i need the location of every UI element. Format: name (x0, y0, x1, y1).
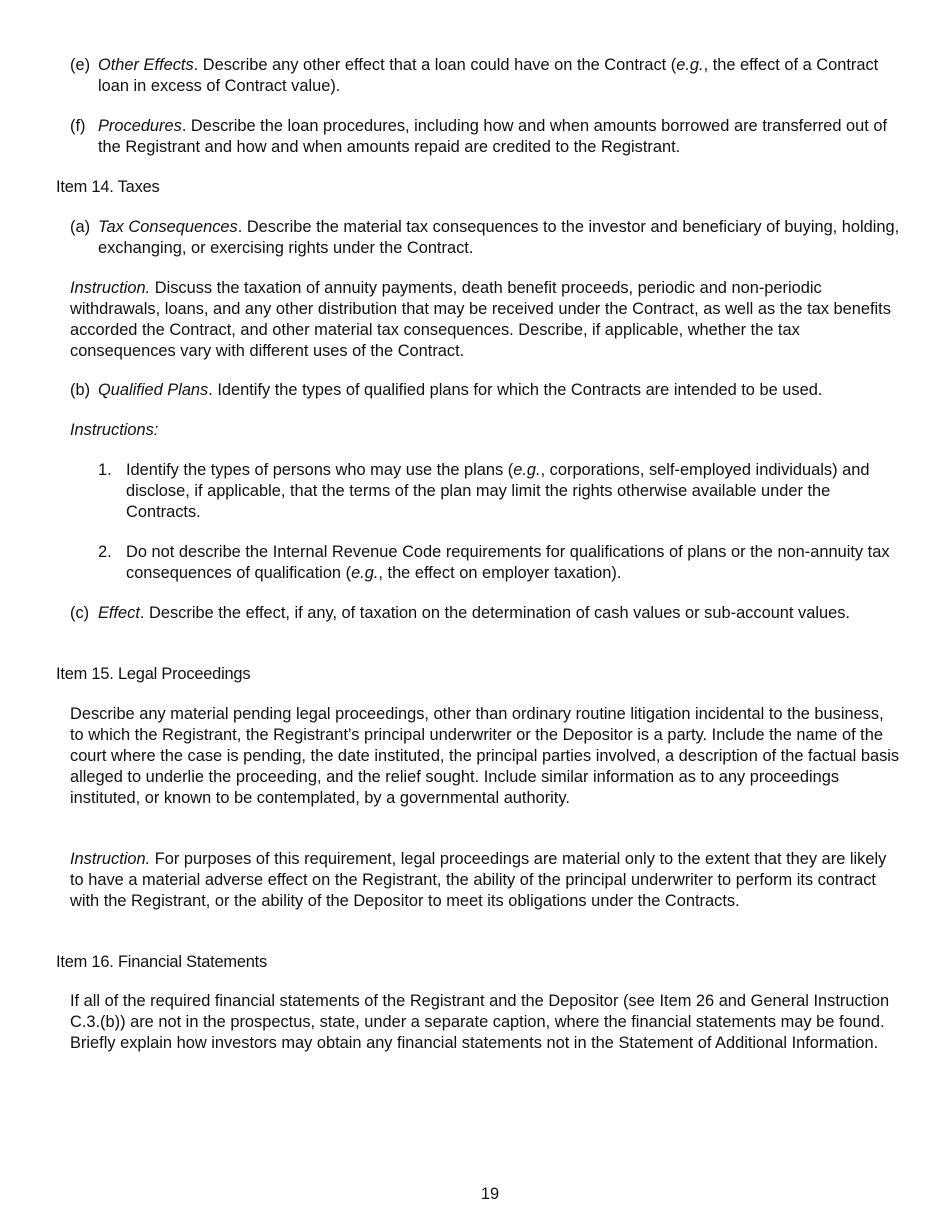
item-title: Qualified Plans (98, 381, 209, 399)
item-15-heading: Item 15. Legal Proceedings (56, 665, 251, 683)
list-item-text: Identify the types of persons who may use the plans (e.g., corporations, self-employed individuals) and disclose, if applicable, that the terms of the plan may limit the rights otherwise available under the Contracts. (126, 461, 870, 521)
list-item-number: 2. (98, 543, 112, 561)
item-15-instruction: Instruction. For purposes of this requirement, legal proceedings are material only to the extent that they are likely to have a material adverse effect on the Registrant, the ability of the principal underwriter to perform its contract with the Registrant, or the ability of the Depositor to meet its obligations under the Contracts. (70, 850, 887, 910)
list-item (98, 542, 900, 584)
item-title: Other Effects (98, 56, 194, 74)
item-label: (e) (70, 56, 91, 74)
item-15-paragraph: Describe any material pending legal proceedings, other than ordinary routine litigation incidental to the business, to which the Registrant, the Registrant’s principal underwriter or the Depositor is a party. Include the name of the court where the case is pending, the date instituted, the principal parties involved, a description of the factual basis alleged to underlie the proceeding, and the relief sought. Include similar information as to any proceedings instituted, or known to be contemplated, by a governmental authority. (70, 705, 900, 807)
list-item-text: Do not describe the Internal Revenue Code requirements for qualifications of plans or the non-annuity tax consequences of qualification (e.g., the effect on employer taxation). (126, 543, 890, 582)
item-label: (b) (70, 381, 91, 399)
item-title: Procedures (98, 117, 182, 135)
instructions-label: Instructions: (70, 421, 159, 439)
instruction-label: Instruction. (70, 279, 151, 297)
item-text: Effect. Describe the effect, if any, of taxation on the determination of cash values or sub-account values. (98, 604, 850, 622)
item-14-heading: Item 14. Taxes (56, 178, 160, 196)
item-14a-tax-consequences (70, 217, 900, 259)
item-label: (c) (70, 604, 90, 622)
list-item-number: 1. (98, 461, 112, 479)
item-text: Qualified Plans. Identify the types of qualified plans for which the Contracts are intended to be used. (98, 381, 823, 399)
item-16-paragraph: If all of the required financial statements of the Registrant and the Depositor (see Item 26 and General Instruction C.3.(b)) are not in the prospectus, state, under a separate caption, where the financial statements may be found. Briefly explain how investors may obtain any financial statements not in the Statement of Additional Information. (70, 992, 890, 1052)
item-text: Procedures. Describe the loan procedures, including how and when amounts borrowed are transferred out of the Registrant and how and when amounts repaid are credited to the Registrant. (98, 117, 888, 156)
item-title: Effect (98, 604, 140, 622)
page-number: 19 (480, 1185, 500, 1203)
item-label: (f) (70, 117, 86, 135)
item-13f-procedures (70, 116, 900, 158)
item-title: Tax Consequences (98, 218, 238, 236)
item-14b-qualified-plans (70, 380, 900, 401)
item-label: (a) (70, 218, 91, 236)
item-13e-other-effects (70, 55, 900, 97)
item-16-heading: Item 16. Financial Statements (56, 953, 268, 971)
item-text: Tax Consequences. Describe the material tax consequences to the investor and beneficiary of buying, holding, exchanging, or exercising rights under the Contract. (98, 218, 900, 257)
list-item (98, 460, 900, 523)
item-14c-effect (70, 603, 900, 624)
item-14-instruction: Instruction. Discuss the taxation of annuity payments, death benefit proceeds, periodic and non-periodic withdrawals, loans, and any other distribution that may be received under the Contract, as well as the tax benefits accorded the Contract, and other material tax consequences. Describe, if applicable, whether the tax consequences vary with different uses of the Contract. (70, 279, 891, 360)
item-text: Other Effects. Describe any other effect that a loan could have on the Contract (e.g., the effect of a Contract loan in excess of Contract value). (98, 56, 879, 95)
instruction-label: Instruction. (70, 850, 151, 868)
